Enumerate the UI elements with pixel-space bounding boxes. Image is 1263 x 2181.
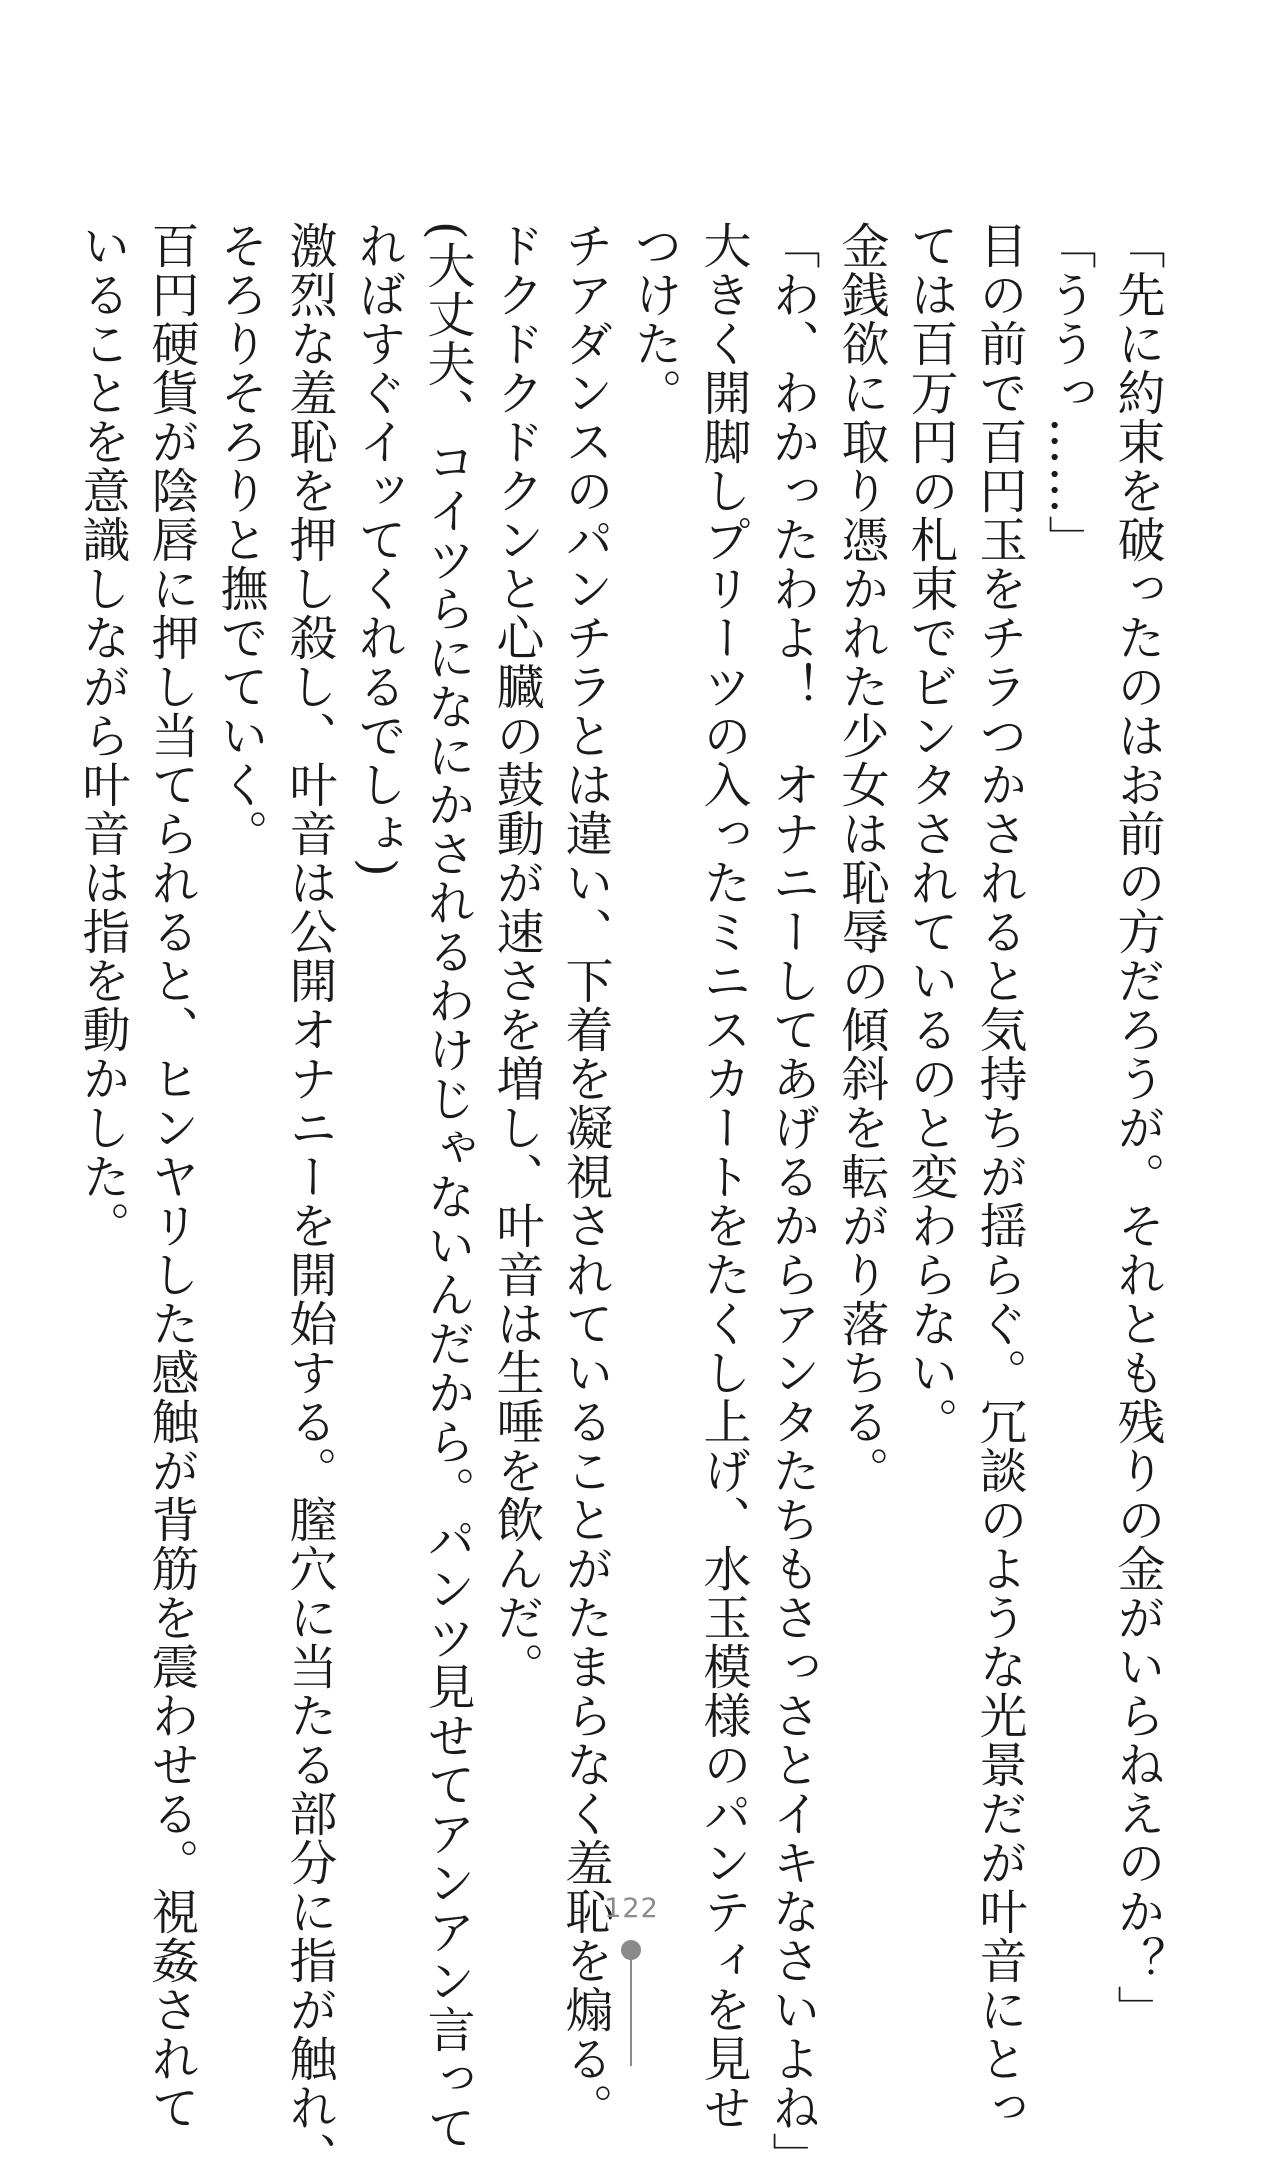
page-marker-line bbox=[630, 1958, 632, 2066]
text-line: ドクドクドクンと心臓の鼓動が速さを増し、叶音は生唾を飲んだ。 bbox=[488, 221, 544, 1691]
text-line: 大きく開脚しプリーツの入ったミニスカートをたくし上げ、水玉模様のパンティを見せ bbox=[695, 221, 751, 2132]
text-line: 目の前で百円玉をチラつかされると気持ちが揺らぐ。冗談のような光景だが叶音にとっ bbox=[971, 221, 1027, 2132]
text-line: 金銭欲に取り憑かれた少女は恥辱の傾斜を転がり落ちる。 bbox=[833, 221, 889, 1495]
text-line: (大丈夫、コイツらになにかされるわけじゃないんだから。パンツ見せてアンアン言って bbox=[419, 221, 475, 2152]
text-line: 「ううっ……」 bbox=[1040, 221, 1096, 564]
text-line: 激烈な羞恥を押し殺し、叶音は公開オナニーを開始する。膣穴に当たる部分に指が触れ、 bbox=[281, 221, 337, 2181]
page-marker-dot-icon bbox=[621, 1940, 641, 1960]
text-line: ては百万円の札束でビンタされているのと変わらない。 bbox=[902, 221, 958, 1446]
text-line: ればすぐイッてくれるでしょ) bbox=[350, 221, 406, 878]
text-line: チアダンスのパンチラとは違い、下着を凝視されていることがたまらなく羞恥を煽る。 bbox=[557, 221, 613, 2132]
text-line: つけた。 bbox=[626, 221, 682, 417]
text-line: 百円硬貨が陰唇に押し当てられると、ヒンヤリした感触が背筋を震わせる。視姦されて bbox=[143, 221, 199, 2132]
text-line: そろりそろりと撫でていく。 bbox=[212, 221, 268, 858]
text-line: 「わ、わかったわよ！ オナニーしてあげるからアンタたちもさっさとイキなさいよね」 bbox=[764, 221, 820, 2181]
page-number: 122 bbox=[604, 1893, 659, 1924]
text-line: 「先に約束を破ったのはお前の方だろうが。それとも残りの金がいらねえのか？」 bbox=[1109, 221, 1165, 2034]
text-line: いることを意識しながら叶音は指を動かした。 bbox=[74, 221, 130, 1250]
